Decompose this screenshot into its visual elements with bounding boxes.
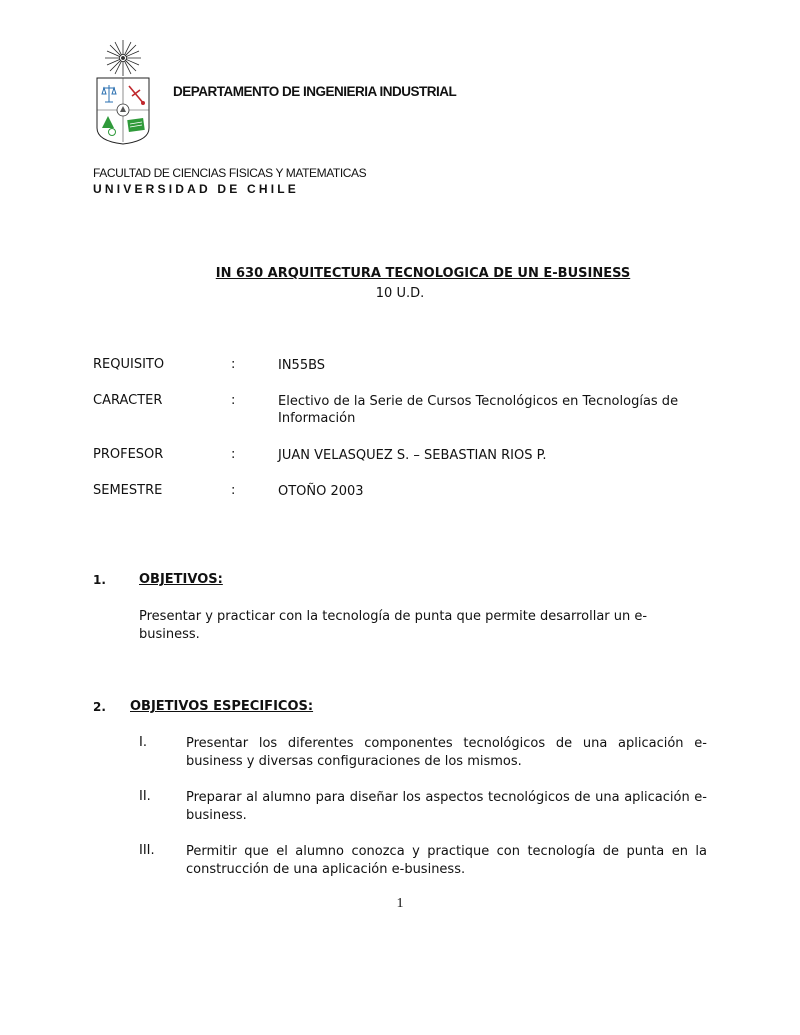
requisito-value: IN55BS xyxy=(278,358,326,373)
semestre-separator: : xyxy=(231,483,236,498)
university-name: UNIVERSIDAD DE CHILE xyxy=(93,182,300,196)
profesor-value: JUAN VELASQUEZ S. – SEBASTIAN RIOS P. xyxy=(278,448,547,463)
objective-ii-text: Preparar al alumno para diseñar los aspectos tecnológicos de una aplicación e-business. xyxy=(186,790,707,823)
caracter-separator: : xyxy=(231,393,236,408)
section-2-heading: OBJETIVOS ESPECIFICOS: xyxy=(130,699,314,714)
crest-star-icon xyxy=(105,40,141,76)
caracter-label: CARACTER xyxy=(93,393,163,408)
requisito-separator: : xyxy=(231,357,236,372)
profesor-label: PROFESOR xyxy=(93,447,164,462)
requisito-label: REQUISITO xyxy=(93,357,165,372)
objective-i-text: Presentar los diferentes componentes tecnológicos de una aplicación e-business y diversas configuraciones de los mismos. xyxy=(186,736,707,769)
course-units: 10 U.D. xyxy=(375,286,425,301)
profesor-separator: : xyxy=(231,447,236,462)
objective-iii-text: Permitir que el alumno conozca y practique con tecnología de punta en la construcción de una aplicación e-business. xyxy=(186,844,707,877)
faculty-name: FACULTAD DE CIENCIAS FISICAS Y MATEMATICAS xyxy=(93,166,367,180)
section-1-text-line-1: Presentar y practicar con la tecnología de punta que permite desarrollar un e- xyxy=(139,609,648,624)
page-number: 1 xyxy=(396,896,404,911)
semestre-value: OTOÑO 2003 xyxy=(278,484,364,499)
section-1-heading: OBJETIVOS: xyxy=(139,572,223,587)
crest-shield-icon xyxy=(97,78,149,144)
objective-iii-numeral: III. xyxy=(139,843,155,858)
section-2-number: 2. xyxy=(93,700,106,714)
semestre-label: SEMESTRE xyxy=(93,483,163,498)
objective-i-numeral: I. xyxy=(139,735,147,750)
section-1-text-line-2: business. xyxy=(139,627,200,642)
section-1-number: 1. xyxy=(93,573,106,587)
university-crest-logo xyxy=(94,40,152,145)
objective-ii-numeral: II. xyxy=(139,789,151,804)
department-name: DEPARTAMENTO DE INGENIERIA INDUSTRIAL xyxy=(173,84,457,99)
caracter-value: Electivo de la Serie de Cursos Tecnológicos en Tecnologías de Información xyxy=(278,394,679,426)
course-title: IN 630 ARQUITECTURA TECNOLOGICA DE UN E-BUSINESS xyxy=(215,266,631,281)
